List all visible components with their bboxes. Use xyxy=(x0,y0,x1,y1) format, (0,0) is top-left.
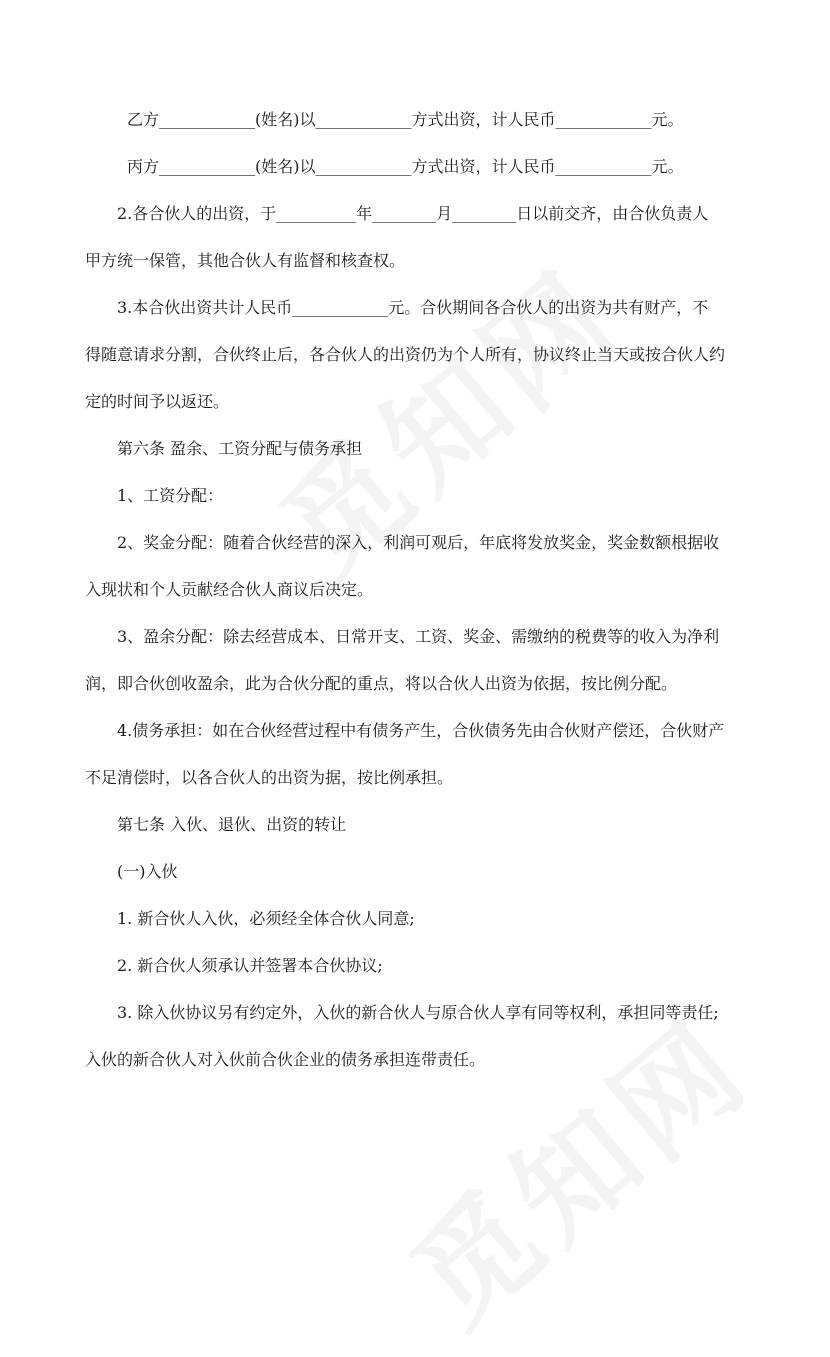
clause-3-line-1: 3.本合伙出资共计人民币____________元。合伙期间各合伙人的出资为共有财产，不 xyxy=(117,298,709,317)
surplus-distribution-line-2: 润，即合伙创收盈余，此为合伙分配的重点，将以合伙人出资为依据，按比例分配。 xyxy=(85,674,678,693)
bonus-distribution-line-2: 入现状和个人贡献经合伙人商议后决定。 xyxy=(85,580,374,599)
article-7-heading: 第七条 入伙、退伙、出资的转让 xyxy=(117,815,347,834)
admission-item-3-line-2: 入伙的新合伙人对入伙前合伙企业的债务承担连带责任。 xyxy=(85,1050,486,1069)
debt-bearing-line-1: 4.债务承担：如在合伙经营过程中有债务产生，合伙债务先由合伙财产偿还，合伙财产 xyxy=(117,721,725,740)
contribution-line-yi: 乙方____________(姓名)以____________方式出资，计人民币____________元。 xyxy=(127,110,684,129)
contribution-line-bing: 丙方____________(姓名)以____________方式出资，计人民币____________元。 xyxy=(127,157,684,176)
bonus-distribution-line-1: 2、奖金分配：随着合伙经营的深入，利润可观后，年底将发放奖金，奖金数额根据收 xyxy=(117,533,720,552)
clause-3-line-2: 得随意请求分割，合伙终止后，各合伙人的出资仍为个人所有，协议终止当天或按合伙人约 xyxy=(85,345,726,364)
article-6-heading: 第六条 盈余、工资分配与债务承担 xyxy=(117,439,363,458)
admission-item-1: 1. 新合伙人入伙，必须经全体合伙人同意; xyxy=(117,909,415,928)
section-admission-heading: (一)入伙 xyxy=(117,862,178,881)
clause-2-line-1: 2.各合伙人的出资，于__________年________月________日以前交齐，由合伙负责人 xyxy=(117,204,709,223)
clause-2-line-2: 甲方统一保管，其他合伙人有监督和核查权。 xyxy=(85,251,406,270)
wage-distribution: 1、工资分配： xyxy=(117,486,224,505)
debt-bearing-line-2: 不足清偿时，以各合伙人的出资为据，按比例承担。 xyxy=(85,768,454,787)
admission-item-2: 2. 新合伙人须承认并签署本合伙协议; xyxy=(117,956,383,975)
document-body xyxy=(85,96,750,1083)
admission-item-3-line-1: 3. 除入伙协议另有约定外，入伙的新合伙人与原合伙人享有同等权利，承担同等责任; xyxy=(117,1003,719,1022)
surplus-distribution-line-1: 3、盈余分配：除去经营成本、日常开支、工资、奖金、需缴纳的税费等的收入为净利 xyxy=(117,627,720,646)
clause-3-line-3: 定的时间予以返还。 xyxy=(85,392,230,411)
